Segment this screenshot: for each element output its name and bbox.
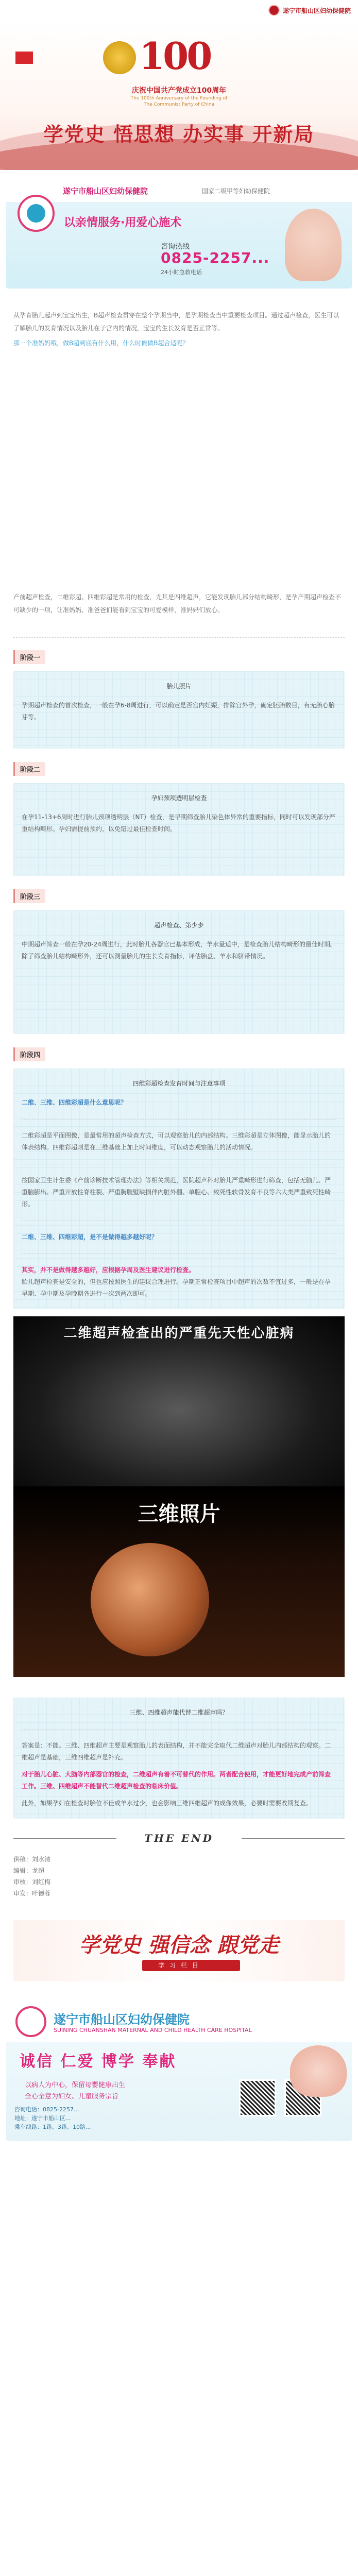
- footer-hospital-name: 遂宁市船山区妇幼保健院: [54, 2012, 190, 2027]
- section-body: 孕期超声检查的首次检查，一般在孕6-8周进行，可以确定是否宫内妊娠，排除宫外孕，确定胚胎数目，有无胎心胎芽等。: [22, 702, 335, 721]
- fetus-face: [91, 1543, 209, 1656]
- divider: [22, 1729, 336, 1730]
- footer-hospital-ename: SUINING CHUANSHAN MATERNAL AND CHILD HEALTH CARE HOSPITAL: [54, 2027, 252, 2033]
- section-subtitle: 四维彩超检查发育时间与注意事项: [132, 1080, 226, 1087]
- ultrasound-image: [13, 1316, 345, 1486]
- credit-publisher: 审发：叶德蓉: [13, 1890, 51, 1897]
- intro-text: [0, 289, 358, 350]
- hospital-logo-icon: [268, 5, 280, 16]
- centenary-en-line1: The 100th Anniversary of the Founding of: [130, 96, 228, 101]
- party-centenary-banner: [0, 21, 358, 170]
- section-subtitle: 胎儿照片: [166, 683, 192, 690]
- baby-photo: [285, 209, 342, 281]
- divider: [13, 637, 345, 638]
- section-subtitle: 超声检查、第少步: [154, 922, 204, 929]
- section-title: 阶段一: [13, 650, 45, 664]
- study-slogan: 学党史 强信念 跟党走: [79, 1933, 279, 1957]
- service-hospital-name: 遂宁市船山区妇幼保健院: [63, 187, 148, 196]
- footer-slogan-1: 以病人为中心，保留母婴健康出生: [25, 2081, 126, 2089]
- credits: [13, 1854, 345, 1899]
- section-question: 二维、三维、四维彩超，是不是做得越多越好呢？: [22, 1233, 158, 1241]
- divider: [22, 1253, 336, 1254]
- intro-paragraph-2: 产前超声检查，二维彩超、四维彩超是常用的检查，尤其是四维超声，它能发现胎儿部分结构畸形，是孕产期超声检查不可缺少的一项，让准妈妈、准爸爸们能看到宝宝的可爱模样，准妈妈们放心。: [13, 594, 342, 614]
- the-end: THE END: [13, 1832, 345, 1844]
- section-title: 阶段二: [13, 762, 45, 776]
- credit-writer: 供稿：刘水清: [13, 1856, 51, 1863]
- section-body: 在孕11-13+6周时进行胎儿颈项透明层（NT）检查，是早期筛查胎儿染色体异常的重要指标，同时可以发现部分严重结构畸形。孕妇需提前预约，以免错过最佳检查时间。: [22, 814, 335, 833]
- mother-photo: [290, 2045, 347, 2097]
- section-stage-5: [13, 1698, 345, 1819]
- section-box: [13, 910, 345, 1034]
- section-title: 阶段三: [13, 889, 45, 903]
- section-stage-4: [13, 1047, 345, 1309]
- intro-paragraph: 从孕育胎儿起声到宝宝出生，B超声检查贯穿在整个孕期当中，是孕期检查当中重要检查项目。通过超声检查，医生可以了解胎儿的发育情况以及胎儿在子宫内的情况，宝宝的生长发育是否正常等。: [13, 312, 339, 332]
- three-d-caption: 三维照片: [138, 1502, 220, 1526]
- centenary-number: 100: [139, 34, 211, 78]
- intro-question: 那一个准妈妈哦，做B超到底有什么用，什么时候做B超合适呢？: [13, 340, 189, 347]
- section-title: 阶段四: [13, 1047, 45, 1061]
- footer-info: [14, 2105, 231, 2131]
- party-emblem-icon: [103, 41, 136, 74]
- three-d-image: [13, 1486, 345, 1677]
- section-box: [13, 783, 345, 876]
- emergency-note: 24小时急救电话: [161, 269, 202, 276]
- footer-address: 地址：遂宁市船山区...: [14, 2115, 71, 2122]
- study-label: 学 习 栏 目: [158, 1962, 200, 1969]
- service-banner: [6, 180, 352, 289]
- service-motto: [64, 212, 181, 230]
- phone-number[interactable]: 0825-2257...: [161, 249, 270, 266]
- section-body: 答案是：不能。三维、四维超声主要是观察胎儿的表面结构，并不能完全取代二维超声对胎儿内部结构的观察。二维超声是基础，三维四维超声是补充。: [22, 1742, 331, 1761]
- section-box: [13, 671, 345, 749]
- study-column-banner[interactable]: [13, 1920, 345, 1981]
- footer-slogan-2: 全心全意为妇女、儿童服务宗旨: [25, 2093, 119, 2100]
- section-body: 中期超声筛查一般在孕20-24周进行，此时胎儿各器官已基本形成，羊水量适中，是检查胎儿结构畸形的最佳时期。除了筛查胎儿结构畸形外，还可以测量胎儿的生长发育指标，评估胎盘、羊水和脐带情况。: [22, 941, 336, 960]
- centenary-title: 庆祝中国共产党成立100周年: [131, 87, 227, 95]
- section-body: 二维彩超是平面图像，是最常用的超声检查方式，可以观察胎儿的内部结构。三维彩超是立体图像，能显示胎儿的体表结构。四维彩超则是在三维基础上加上时间维度，可以动态观察胎儿的活动情况。: [22, 1132, 331, 1151]
- ultrasound-caption: 二维超声检查出的严重先天性心脏病: [63, 1326, 295, 1341]
- service-hospital-grade: 国家二级甲等妇幼保健院: [202, 188, 270, 195]
- section-stage-3: [13, 889, 345, 1034]
- party-flag-icon: [15, 52, 33, 64]
- service-motto-a: 以亲情服务: [64, 216, 121, 229]
- image-group: [13, 1316, 345, 1677]
- section-question: 二维、三维、四维彩超是什么意思呢？: [22, 1099, 127, 1106]
- footer-phone: 咨询电话：0825-2257...: [14, 2106, 79, 2113]
- service-banner-header: [6, 180, 352, 202]
- party-slogan: 学党史 悟思想 办实事 开新局: [43, 123, 315, 146]
- footer-logo-icon: [15, 2006, 46, 2037]
- hospital-round-logo-icon: [18, 195, 55, 232]
- credit-editor: 编辑：龙超: [13, 1867, 45, 1874]
- section-question: 三维、四维超声能代替二维超声吗？: [129, 1709, 229, 1716]
- section-stage-1: [13, 650, 345, 749]
- section-subtitle: 孕妇颈项透明层检查: [151, 794, 207, 802]
- credit-reviewer: 审核：刘红梅: [13, 1878, 51, 1886]
- service-motto-b: ·用爱心施术: [121, 216, 182, 229]
- hospital-name: 遂宁市船山区妇幼保健院: [282, 7, 351, 14]
- section-highlight: 对于胎儿心脏、大脑等内部器官的检查，二维超声有着不可替代的作用。两者配合使用，才能更好地完成产前筛查工作。三维、四维超声不能替代二维超声检查的临床价值。: [22, 1771, 331, 1790]
- section-body: 按国家卫生计生委《产前诊断技术管理办法》等相关规范，医院超声科对胎儿严重畸形进行筛查，包括无脑儿、严重脑膨出、严重开放性脊柱裂、严重胸腹壁缺损伴内脏外翻、单腔心、致死性软骨发育不良等六大类严重致死性畸形。: [22, 1177, 331, 1208]
- centenary-en-line2: The Communist Party of China: [143, 102, 215, 107]
- section-body: 胎儿超声检查是安全的，但也应按照医生的建议合理进行。孕期正常检查项目中超声的次数不宜过多，一般是在孕早期、孕中期及孕晚期各进行一次到两次即可。: [22, 1278, 331, 1297]
- section-stage-2: [13, 762, 345, 876]
- footer-banner: [6, 2002, 352, 2141]
- section-highlight: 其实，并不是做得越多越好，应根据孕周及医生建议进行检查。: [22, 1266, 195, 1274]
- section-box: [13, 1069, 345, 1309]
- section-body: 此外，如果孕妇在检查时胎位不佳或羊水过少，也会影响三维四维超声的成像效果，必要时需要改期复查。: [22, 1800, 313, 1807]
- section-box: [13, 1698, 345, 1819]
- footer-bus: 乘车线路：1路、3路、10路...: [14, 2124, 91, 2130]
- intro-text-2: [0, 591, 358, 617]
- top-bar: [0, 0, 358, 21]
- qr-code-icon[interactable]: [239, 2079, 276, 2116]
- phone-label: 咨询热线: [161, 243, 190, 251]
- footer-motto: 诚信 仁爱 博学 奉献: [20, 2053, 177, 2071]
- divider: [22, 1119, 336, 1120]
